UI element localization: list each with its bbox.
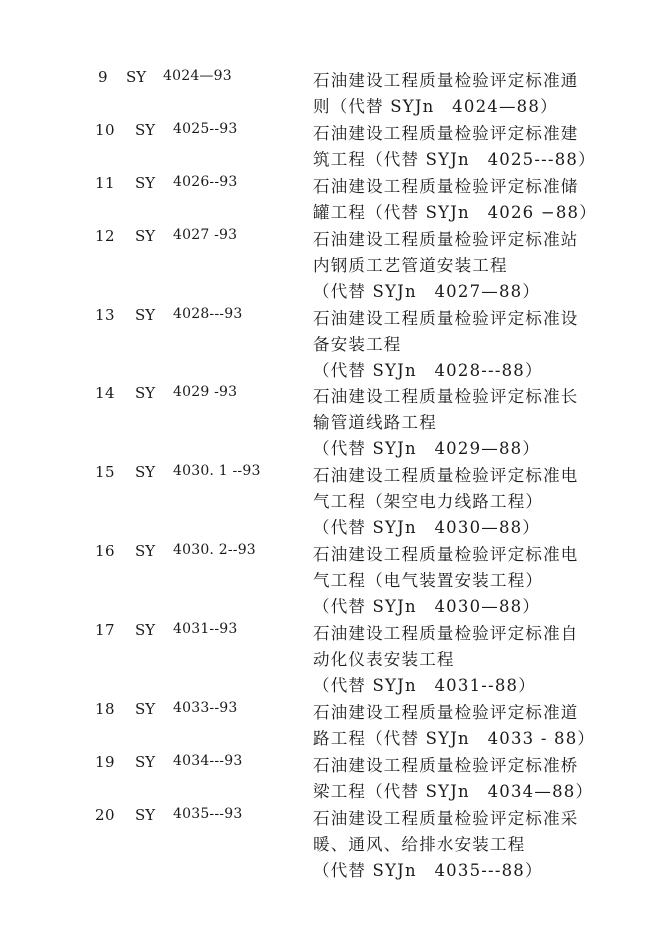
title-line: 石油建设工程质量检验评定标准建 [313, 124, 579, 143]
standard-prefix: SY [135, 621, 156, 639]
standard-prefix: SY [126, 68, 147, 86]
standard-title [313, 806, 643, 884]
title-line: 石油建设工程质量检验评定标准通 [313, 71, 579, 90]
title-line: 暖、通风、给排水安装工程 [313, 835, 526, 854]
standard-code: 4028---93 [173, 306, 243, 322]
title-line: 内钢质工艺管道安装工程 [313, 256, 508, 275]
item-number: 14 [95, 384, 116, 402]
standard-title [313, 621, 643, 699]
standard-title [313, 68, 643, 120]
item-number: 20 [95, 806, 116, 824]
title-line: 石油建设工程质量检验评定标准自 [313, 624, 579, 643]
title-line: 梁工程（代替 SYJn 4034—88） [313, 782, 594, 801]
title-line: （代替 SYJn 4030—88） [313, 518, 541, 537]
item-number: 18 [95, 700, 116, 718]
title-line: 石油建设工程质量检验评定标准储 [313, 177, 579, 196]
standard-code: 4029 -93 [173, 384, 238, 400]
standard-title [313, 227, 643, 305]
title-line: 石油建设工程质量检验评定标准站 [313, 230, 579, 249]
title-line: 石油建设工程质量检验评定标准桥 [313, 756, 579, 775]
standard-title [313, 384, 643, 462]
title-line: （代替 SYJn 4030—88） [313, 597, 541, 616]
title-line: （代替 SYJn 4031--88） [313, 676, 536, 695]
standard-prefix: SY [135, 121, 156, 139]
standard-title [313, 542, 643, 620]
standard-code: 4031--93 [173, 621, 238, 637]
standard-prefix: SY [135, 542, 156, 560]
title-line: （代替 SYJn 4027—88） [313, 282, 541, 301]
standard-title [313, 121, 643, 173]
title-line: 输管道线路工程 [313, 413, 437, 432]
standard-code: 4034---93 [173, 753, 243, 769]
item-number: 12 [95, 227, 116, 245]
standard-prefix: SY [135, 700, 156, 718]
title-line: 石油建设工程质量检验评定标准电 [313, 545, 579, 564]
standard-code: 4030. 1 --93 [173, 463, 261, 479]
standard-prefix: SY [135, 227, 156, 245]
standard-code: 4027 -93 [173, 227, 238, 243]
title-line: 罐工程（代替 SYJn 4026 −88） [313, 203, 597, 222]
title-line: 则（代替 SYJn 4024—88） [313, 97, 558, 116]
title-line: 动化仪表安装工程 [313, 650, 455, 669]
standard-title [313, 700, 643, 752]
standard-prefix: SY [135, 806, 156, 824]
standard-prefix: SY [135, 753, 156, 771]
standard-code: 4030. 2--93 [173, 542, 256, 558]
title-line: （代替 SYJn 4035---88） [313, 861, 543, 880]
standard-prefix: SY [135, 463, 156, 481]
standard-code: 4033--93 [173, 700, 238, 716]
title-line: 筑工程（代替 SYJn 4025---88） [313, 150, 596, 169]
title-line: 气工程（架空电力线路工程） [313, 492, 544, 511]
standard-prefix: SY [135, 174, 156, 192]
standard-code: 4035---93 [173, 806, 243, 822]
title-line: 石油建设工程质量检验评定标准长 [313, 387, 579, 406]
title-line: 路工程（代替 SYJn 4033 - 88） [313, 729, 596, 748]
title-line: （代替 SYJn 4029—88） [313, 439, 541, 458]
item-number: 15 [95, 463, 116, 481]
item-number: 13 [95, 306, 116, 324]
item-number: 16 [95, 542, 116, 560]
standard-prefix: SY [135, 306, 156, 324]
standard-code: 4024—93 [163, 68, 232, 84]
title-line: 石油建设工程质量检验评定标准道 [313, 703, 579, 722]
title-line: 石油建设工程质量检验评定标准采 [313, 809, 579, 828]
standard-title [313, 753, 643, 805]
standard-title [313, 306, 643, 384]
standard-prefix: SY [135, 384, 156, 402]
title-line: 石油建设工程质量检验评定标准电 [313, 466, 579, 485]
standard-title [313, 463, 643, 541]
title-line: （代替 SYJn 4028---88） [313, 361, 543, 380]
title-line: 石油建设工程质量检验评定标准设 [313, 309, 579, 328]
item-number: 9 [98, 68, 109, 86]
standard-code: 4025--93 [173, 121, 238, 137]
title-line: 气工程（电气装置安装工程） [313, 571, 544, 590]
standard-title [313, 174, 643, 226]
item-number: 19 [95, 753, 116, 771]
item-number: 11 [95, 174, 116, 192]
item-number: 10 [95, 121, 116, 139]
standard-code: 4026--93 [173, 174, 238, 190]
title-line: 备安装工程 [313, 335, 402, 354]
item-number: 17 [95, 621, 116, 639]
